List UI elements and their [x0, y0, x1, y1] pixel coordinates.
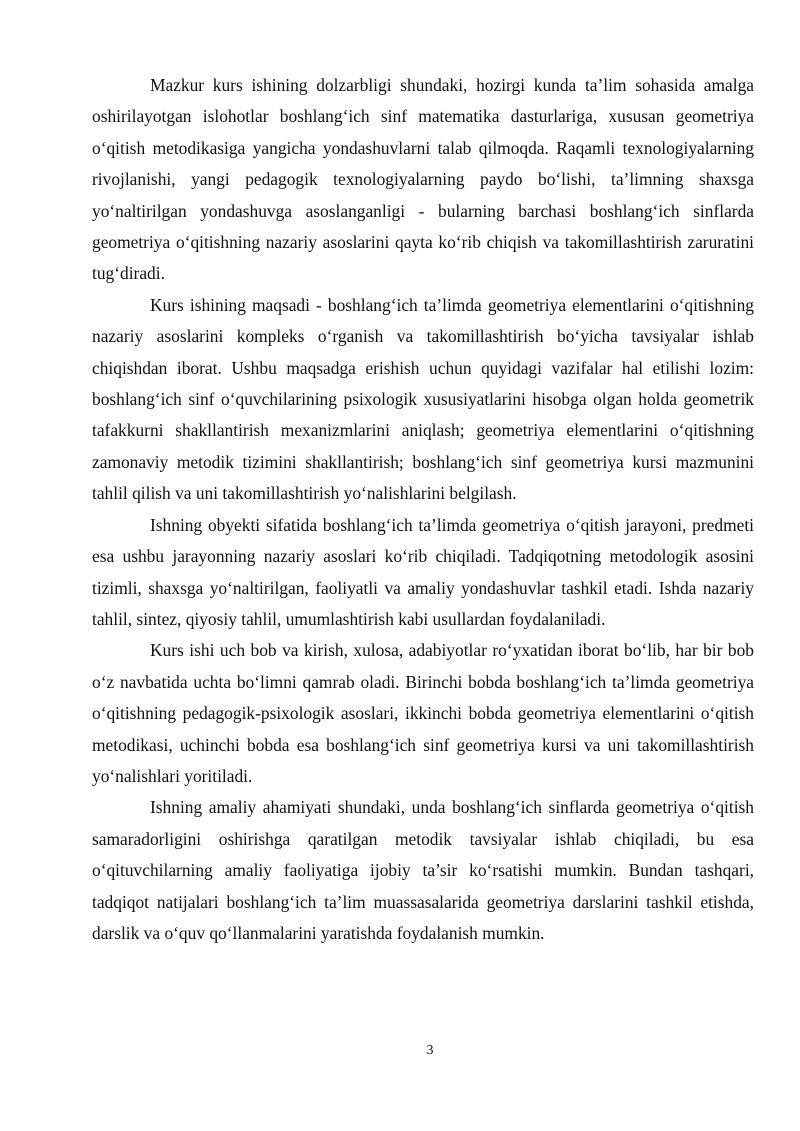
paragraph-object: Ishning obyekti sifatida boshlang‘ich ta’limda geometriya o‘qitish jarayoni, predmeti esa ushbu jarayonning nazariy asoslari ko‘rib chiqiladi. Tadqiqotning metodologik asosini tizimli, shaxsga yo‘naltirilgan, faoliyatli va amaliy yondashuvlar tashkil etadi. Ishda nazariy tahlil, sintez, qiyosiy tahlil, umumlashtirish kabi usullardan foydalaniladi. — [92, 514, 754, 629]
paragraph-structure: Kurs ishi uch bob va kirish, xulosa, adabiyotlar ro‘yxatidan iborat bo‘lib, har bir bob o‘z navbatida uchta bo‘limni qamrab oladi. Birinchi bobda boshlang‘ich ta’limda geometriya o‘qitishning pedagogik-psixologik asoslari, ikkinchi bobda geometriya elementlarini o‘qitish metodikasi, uchinchi bobda esa boshlang‘ich sinf geometriya kursi va uni takomillashtirish yo‘nalishlari yoritiladi. — [92, 640, 754, 786]
paragraph-aim: Kurs ishining maqsadi - boshlang‘ich ta’limda geometriya elementlarini o‘qitishning nazariy asoslarini kompleks o‘rganish va takomillashtirish bo‘yicha tavsiyalar ishlab chiqishdan iborat. Ushbu maqsadga erishish uchun quyidagi vazifalar hal etilishi lozim: boshlang‘ich sinf o‘quvchilarining psixologik xususiyatlarini hisobga olgan holda geometrik tafakkurni shakllantirish mexanizmlarini aniqlash; geometriya elementlarini o‘qitishning zamonaviy metodik tizimini shakllantirish; boshlang‘ich sinf geometriya kursi mazmunini tahlil qilish va uni takomillashtirish yo‘nalishlarini belgilash. — [92, 294, 754, 504]
body-text — [92, 70, 754, 949]
paragraph-relevance: Mazkur kurs ishining dolzarbligi shundaki, hozirgi kunda ta’lim sohasida amalga oshirilayotgan islohotlar boshlang‘ich sinf matematika dasturlariga, xususan geometriya o‘qitish metodikasiga yangicha yondashuvlarni talab qilmoqda. Raqamli texnologiyalarning rivojlanishi, yangi pedagogik texnologiyalarning paydo bo‘lishi, ta’limning shaxsga yo‘naltirilgan yondashuvga asoslanganligi - bularning barchasi boshlang‘ich sinflarda geometriya o‘qitishning nazariy asoslarini qayta ko‘rib chiqish va takomillashtirish zaruratini tug‘diradi. — [92, 75, 754, 284]
page-number: 3 — [426, 1043, 434, 1058]
paragraph-significance: Ishning amaliy ahamiyati shundaki, unda boshlang‘ich sinflarda geometriya o‘qitish samaradorligini oshirishga qaratilgan metodik tavsiyalar ishlab chiqiladi, bu esa o‘qituvchilarning amaliy faoliyatiga ijobiy ta’sir ko‘rsatishi mumkin. Bundan tashqari, tadqiqot natijalari boshlang‘ich ta’lim muassasalarida geometriya darslarini tashkil etishda, darslik va o‘quv qo‘llanmalarini yaratishda foydalanish mumkin. — [92, 797, 754, 943]
